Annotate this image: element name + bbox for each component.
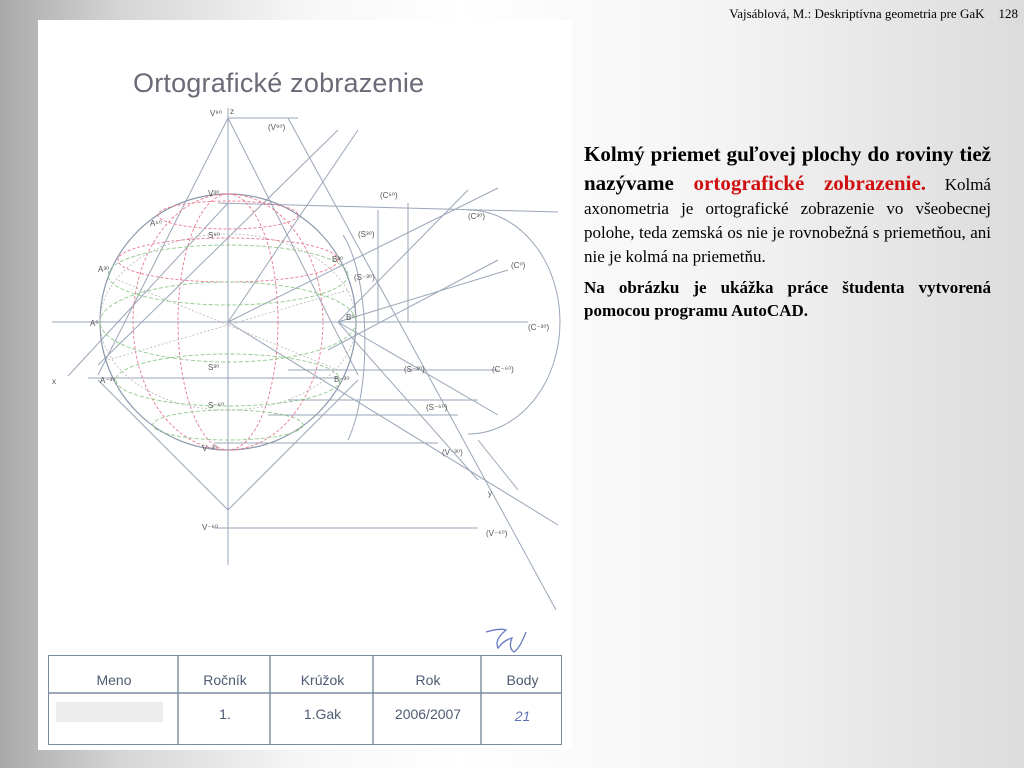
- sheet-title: Ortografické zobrazenie: [133, 68, 425, 98]
- table-header-rocnik: Ročník: [203, 672, 247, 688]
- label-s-30b: (S⁻³⁰): [404, 365, 425, 374]
- label-v-60: V⁻⁶⁰: [202, 523, 219, 532]
- redacted-name-box: [56, 702, 163, 722]
- label-b30: B³⁰: [332, 255, 344, 264]
- label-a60: A⁶⁰: [150, 219, 162, 228]
- slide-header: [729, 6, 1018, 22]
- label-s-60: S⁻⁶⁰: [208, 401, 225, 410]
- table-header-body: Body: [506, 672, 539, 688]
- label-v90: V⁹⁰: [210, 109, 222, 118]
- table-value-rok: 2006/2007: [394, 706, 462, 722]
- table-value-rocnik: 1.: [219, 706, 231, 722]
- label-x: x: [52, 377, 56, 386]
- label-s30: S³⁰: [208, 363, 220, 372]
- label-y: y: [488, 489, 492, 498]
- label-c60p: (C⁶⁰): [380, 191, 398, 200]
- label-v-30: V⁻³⁰: [202, 444, 218, 453]
- label-v30: V³⁰: [208, 189, 220, 198]
- slide-text: [584, 140, 991, 331]
- page-number: 128: [998, 6, 1018, 21]
- label-c-60p: (C⁻⁶⁰): [492, 365, 514, 374]
- label-b0: B⁰: [346, 313, 355, 322]
- label-a-30: A⁻³⁰: [100, 376, 116, 385]
- label-s-60p: (S⁻⁶⁰): [426, 403, 448, 412]
- geometry-drawing: [38, 20, 572, 655]
- label-s30p: (S³⁰): [358, 230, 375, 239]
- table-header-kruzok: Krúžok: [300, 672, 345, 688]
- label-c30p: (C³⁰): [468, 212, 485, 221]
- table-header-rok: Rok: [415, 672, 441, 688]
- label-s60: S⁶⁰: [208, 231, 220, 240]
- label-z: z: [230, 107, 234, 116]
- label-b-30: B⁻³⁰: [334, 375, 350, 384]
- definition-term: ortografické zobrazenie.: [693, 170, 927, 195]
- table-header-meno: Meno: [96, 672, 132, 688]
- label-c0p: (C⁰): [511, 261, 526, 270]
- citation: Vajsáblová, M.: Deskriptívna geometria pre GaK: [729, 6, 985, 21]
- label-a0: A⁰: [90, 319, 99, 328]
- label-v-60p: (V⁻⁶⁰): [486, 529, 508, 538]
- paragraph-definition: [584, 140, 991, 268]
- label-c-30p: (C⁻³⁰): [528, 323, 550, 332]
- label-s-30p: (S⁻³⁰): [354, 273, 375, 282]
- label-a30: A³⁰: [98, 265, 110, 274]
- table-value-kruzok: 1.Gak: [303, 706, 342, 722]
- signature-scribble: [486, 629, 526, 652]
- definition-rest: Kolmá axonometria je ortografické zobrazenie vo všeobecnej polohe, teda zemská os nie je rovnobežná s priemetňou, ani nie je kolmá na priemetňu.: [584, 174, 991, 266]
- table-grid: [48, 655, 562, 745]
- paragraph-example: Na obrázku je ukážka práce študenta vytvorená pomocou programu AutoCAD.: [584, 278, 991, 321]
- label-v90p: (V⁹⁰): [268, 123, 286, 132]
- drawing-sheet: [38, 20, 572, 750]
- table-value-body: 21: [514, 708, 531, 724]
- definition-bold: Kolmý priemet guľovej plochy do roviny tiež nazývame: [584, 142, 991, 195]
- label-v-30p: (V⁻³⁰): [442, 448, 463, 457]
- info-table: [48, 655, 562, 745]
